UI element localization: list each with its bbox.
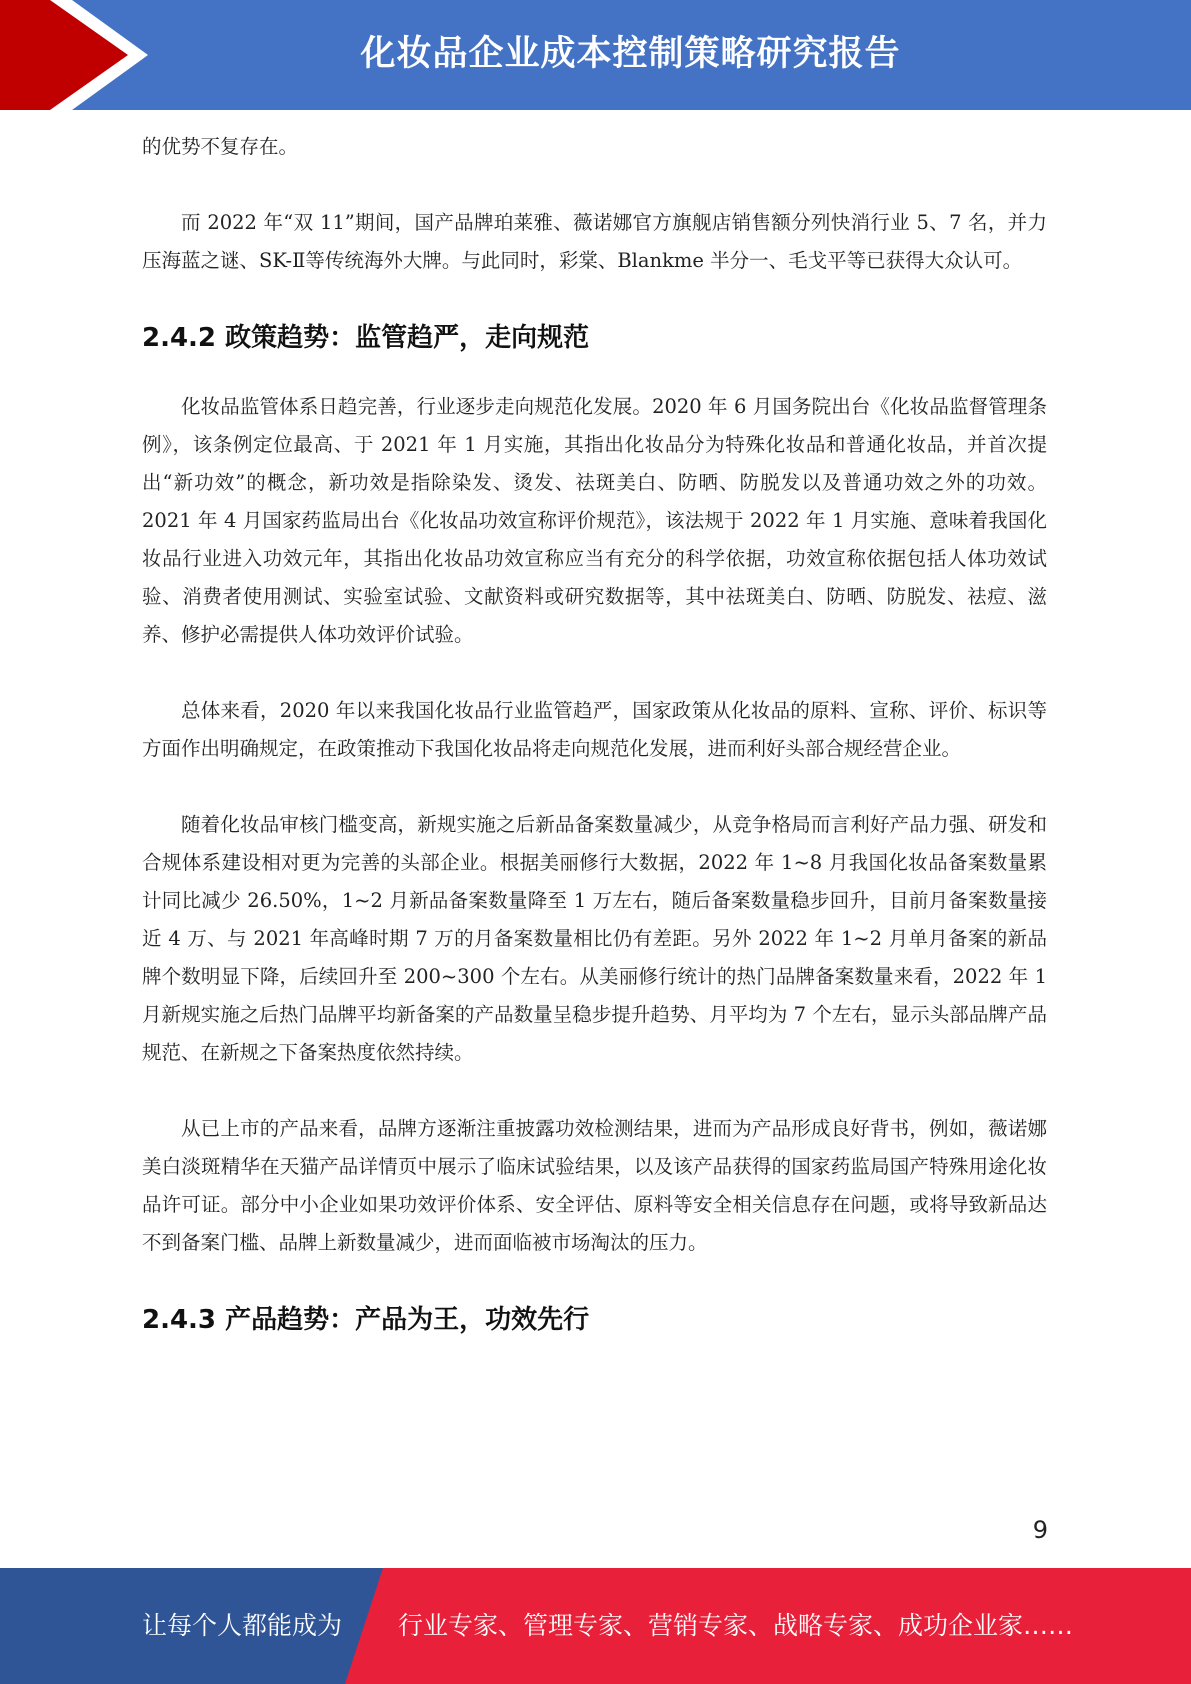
paragraph-listed-products: 从已上市的产品来看，品牌方逐渐注重披露功效检测结果，进而为产品形成良好背书，例如，薇诺娜美白淡斑精华在天猫产品详情页中展示了临床试验结果，以及该产品获得的国家药监局国产特殊用途化妆品许可证。部分中小企业如果功效评价体系、安全评估、原料等安全相关信息存在问题，或将导致新品达不到备案门槛、品牌上新数量减少，进而面临被市场淘汰的压力。 — [142, 1117, 1047, 1254]
section-heading-2-4-3: 2.4.3 产品趋势：产品为王，功效先行 — [142, 1305, 590, 1335]
paragraph-overall: 总体来看，2020 年以来我国化妆品行业监管趋严，国家政策从化妆品的原料、宣称、评价、标识等方面作出明确规定，在政策推动下我国化妆品将走向规范化发展，进而利好头部合规经营企业。 — [142, 699, 1047, 760]
footer-slogan-left: 让每个人都能成为 — [142, 1611, 343, 1640]
main-content — [142, 128, 1047, 1370]
page-footer — [0, 1568, 1191, 1684]
header-title: 化妆品企业成本控制策略研究报告 — [360, 34, 901, 74]
footer-slogan-right: 行业专家、管理专家、营销专家、战略专家、成功企业家…… — [398, 1611, 1074, 1640]
section-heading-2-4-2: 2.4.2 政策趋势：监管趋严，走向规范 — [142, 323, 590, 353]
page-header — [0, 0, 1191, 110]
paragraph-continuation: 的优势不复存在。 — [142, 135, 299, 158]
paragraph-filing-data: 随着化妆品审核门槛变高，新规实施之后新品备案数量减少，从竞争格局而言利好产品力强、研发和合规体系建设相对更为完善的头部企业。根据美丽修行大数据，2022 年 1~8 月我国化妆品备案数量累计同比减少 26.50%，1~2 月新品备案数量降至 1 万左右，随后备案数量稳步回升，目前月备案数量接近 4 万、与 2021 年高峰时期 7 万的月备案数量相比仍有差距。另外 2022 年 1~2 月单月备案的新品牌个数明显下降，后续回升至 200~300 个左右。从美丽修行统计的热门品牌备案数量来看，2022 年 1 月新规实施之后热门品牌平均新备案的产品数量呈稳步提升趋势、月平均为 7 个左右，显示头部品牌产品规范、在新规之下备案热度依然持续。 — [142, 813, 1047, 1064]
paragraph-double11: 而 2022 年“双 11”期间，国产品牌珀莱雅、薇诺娜官方旗舰店销售额分列快消行业 5、7 名，并力压海蓝之谜、SK-Ⅱ等传统海外大牌。与此同时，彩棠、Blankme 半分一、毛戈平等已获得大众认可。 — [142, 211, 1047, 272]
page-number: 9 — [1032, 1516, 1048, 1544]
paragraph-regulation: 化妆品监管体系日趋完善，行业逐步走向规范化发展。2020 年 6 月国务院出台《化妆品监督管理条例》，该条例定位最高、于 2021 年 1 月实施，其指出化妆品分为特殊化妆品和普通化妆品，并首次提出“新功效”的概念，新功效是指除染发、烫发、祛斑美白、防晒、防脱发以及普通功效之外的功效。2021 年 4 月国家药监局出台《化妆品功效宣称评价规范》，该法规于 2022 年 1 月实施、意味着我国化妆品行业进入功效元年，其指出化妆品功效宣称应当有充分的科学依据，功效宣称依据包括人体功效试验、消费者使用测试、实验室试验、文献资料或研究数据等，其中祛斑美白、防晒、防脱发、祛痘、滋养、修护必需提供人体功效评价试验。 — [142, 395, 1047, 646]
